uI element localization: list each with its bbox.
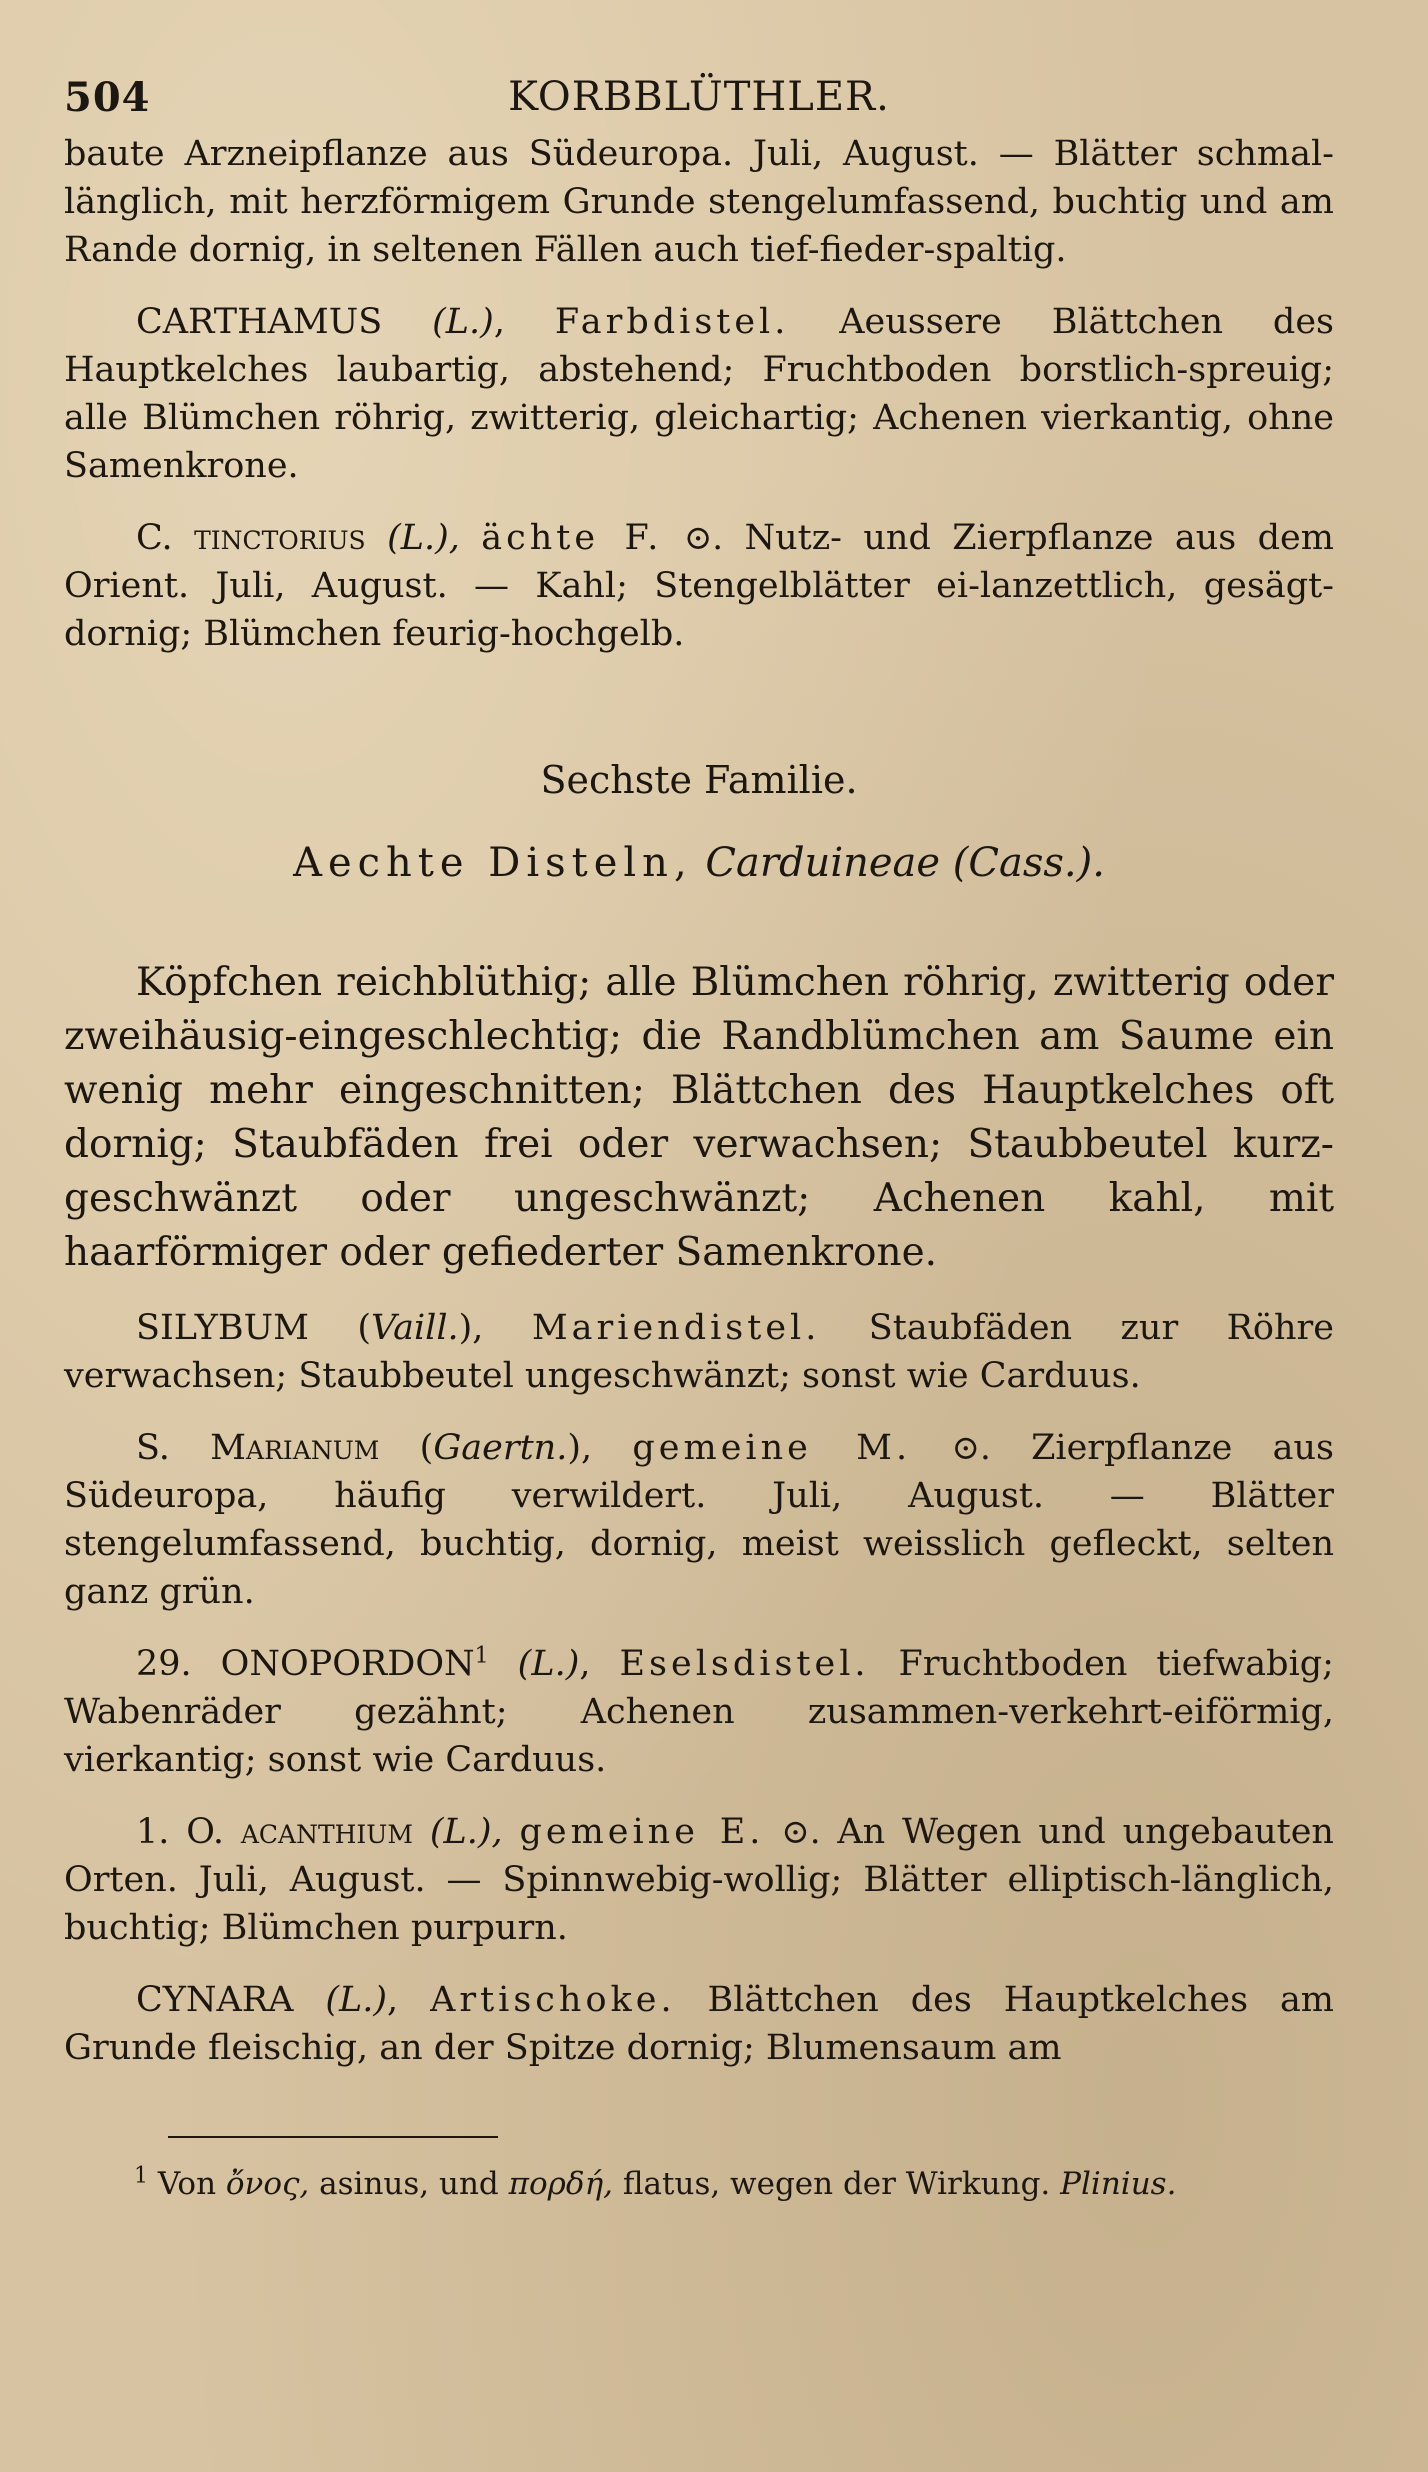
genus-carthamus-entry: CARTHAMUS (L.), Farbdistel. Aeussere Blättchen des Hauptkelches laubartig, abstehend; Fruchtboden borstlich-spreuig; alle Blümchen röhrig, zwitterig, gleichartig; Achenen vierkantig, ohne Samenkrone. bbox=[64, 302, 1334, 486]
family-heading: Sechste Familie. bbox=[540, 758, 858, 802]
footnote-greek-word: πορδή, bbox=[508, 2166, 613, 2202]
common-name: Farbdistel. bbox=[554, 302, 790, 342]
running-head bbox=[64, 60, 1334, 130]
family-description: Köpfchen reichblüthig; alle Blümchen röhrig, zwitterig oder zweihäusig-eingeschlechtig; die Randblümchen am Saume ein wenig mehr eingeschnitten; Blättchen des Hauptkelches oft dornig; Staubfäden frei oder verwachsen; Staubbeutel kurz-geschwänzt oder ungeschwänzt; Achenen kahl, mit haarförmiger oder gefiederter Samenkrone. bbox=[64, 960, 1334, 1275]
genus-name: ONOPORDON bbox=[220, 1644, 475, 1684]
entry-text: Fruchtboden tiefwabig; Wabenräder gezähnt; Achenen zusammen-verkehrt-eiförmig, vierkantig; sonst wie Carduus. bbox=[64, 1644, 1334, 1780]
common-name: gemeine E. bbox=[519, 1812, 765, 1852]
genus-name: CYNARA bbox=[136, 1980, 294, 2020]
author-citation: (L.) bbox=[517, 1644, 580, 1684]
genus-onopordon-entry: 29. ONOPORDON$^1$ (L.), Eselsdistel. Fruchtboden tiefwabig; Wabenräder gezähnt; Achenen zusammen-verkehrt-eiförmig, vierkantig; sonst wie Carduus. bbox=[64, 1643, 1334, 1780]
species-name: Marianum bbox=[210, 1428, 380, 1468]
family-german-name: Aechte Disteln, bbox=[293, 840, 693, 886]
footnote-source: Plinius. bbox=[1060, 2166, 1177, 2202]
common-name: gemeine M. bbox=[632, 1428, 912, 1468]
book-page bbox=[64, 60, 1334, 2206]
author-citation: (L.), bbox=[387, 518, 460, 558]
entry-text: Nutz- und Zierpflanze aus dem Orient. Juli, August. — Kahl; Stengelblätter ei-lanzettlich, gesägt-dornig; Blümchen feurig-hochgelb. bbox=[64, 518, 1334, 654]
footnote-greek-word: ὄνος, bbox=[225, 2166, 310, 2202]
family-latin-name: Carduineae bbox=[705, 840, 941, 886]
footnote-text: Von bbox=[157, 2166, 217, 2202]
family-name bbox=[64, 840, 1334, 886]
footnote-mark: 1 bbox=[134, 2163, 148, 2189]
genus-abbrev: O. bbox=[186, 1812, 225, 1852]
entry-text: Aeussere Blättchen des Hauptkelches laubartig, abstehend; Fruchtboden borstlich-spreuig; alle Blümchen röhrig, zwitterig, gleichartig; Achenen vierkantig, ohne Samenkrone. bbox=[64, 302, 1334, 486]
paragraph-continuation: baute Arzneipflanze aus Südeuropa. Juli, August. — Blätter schmal-länglich, mit herzförmigem Grunde stengelumfassend, buchtig und am Rande dornig, in seltenen Fällen auch tief-fieder-spaltig. bbox=[64, 134, 1334, 270]
species-name: tinctorius bbox=[194, 518, 366, 558]
genus-number: 29. bbox=[136, 1644, 192, 1684]
author-citation: (L.) bbox=[432, 302, 494, 342]
footnote-text: flatus, wegen der Wirkung. bbox=[622, 2166, 1051, 2202]
entry-text: An Wegen und ungebauten Orten. Juli, August. — Spinnwebig-wollig; Blätter elliptisch-länglich, buchtig; Blümchen purpurn. bbox=[64, 1812, 1334, 1948]
common-name: ächte F. bbox=[481, 518, 663, 558]
species-acanthium-entry bbox=[64, 1808, 1334, 1952]
author-citation: (L.) bbox=[325, 1980, 388, 2020]
species-marianum-entry: S. Marianum (Gaertn.), gemeine M. ⊙. Zierpflanze aus Südeuropa, häufig verwildert. Juli, August. — Blätter stengelumfassend, buchtig, dornig, meist weisslich gefleckt, selten ganz grün. bbox=[64, 1428, 1334, 1612]
species-tinctorius-entry bbox=[64, 514, 1334, 658]
genus-abbrev: S. bbox=[136, 1428, 170, 1468]
common-name: Mariendistel. bbox=[531, 1308, 821, 1348]
footnote-reference[interactable]: 1 bbox=[474, 1643, 489, 1669]
common-name: Eselsdistel. bbox=[619, 1644, 870, 1684]
entry-text: Staubfäden zur Röhre verwachsen; Staubbeutel ungeschwänzt; sonst wie Carduus. bbox=[64, 1308, 1334, 1396]
genus-silybum-entry: SILYBUM (Vaill.), Mariendistel. Staubfäden zur Röhre verwachsen; Staubbeutel ungeschwänzt; sonst wie Carduus. bbox=[64, 1308, 1334, 1396]
genus-abbrev: C. bbox=[136, 518, 173, 558]
genus-cynara-entry: CYNARA (L.), Artischoke. Blättchen des Hauptkelches am Grunde fleischig, an der Spitze dornig; Blumensaum am bbox=[64, 1980, 1334, 2068]
common-name: Artischoke. bbox=[430, 1980, 676, 2020]
species-number: 1. bbox=[136, 1812, 170, 1852]
footnote-text: asinus, und bbox=[319, 2166, 499, 2202]
annual-symbol-icon: ⊙. bbox=[683, 518, 724, 558]
author-citation: Vaill. bbox=[371, 1308, 459, 1348]
entry-text: Blättchen des Hauptkelches am Grunde fleischig, an der Spitze dornig; Blumensaum am bbox=[64, 1980, 1334, 2068]
genus-name: SILYBUM bbox=[136, 1308, 309, 1348]
family-author: (Cass.). bbox=[952, 840, 1105, 886]
author-citation: Gaertn. bbox=[433, 1428, 568, 1468]
author-citation: (L.), bbox=[429, 1812, 503, 1852]
running-title: KORBBLÜTHLER. bbox=[508, 74, 890, 120]
genus-name: CARTHAMUS bbox=[136, 302, 383, 342]
footnote-divider bbox=[168, 2136, 498, 2138]
species-name: acanthium bbox=[240, 1812, 413, 1852]
page-number: 504 bbox=[64, 74, 151, 121]
footnote bbox=[134, 2162, 1334, 2206]
annual-symbol-icon: ⊙. bbox=[951, 1428, 991, 1468]
entry-text: Zierpflanze aus Südeuropa, häufig verwildert. Juli, August. — Blätter stengelumfassend, buchtig, dornig, meist weisslich gefleckt, selten ganz grün. bbox=[64, 1428, 1334, 1612]
annual-symbol-icon: ⊙. bbox=[781, 1812, 821, 1852]
